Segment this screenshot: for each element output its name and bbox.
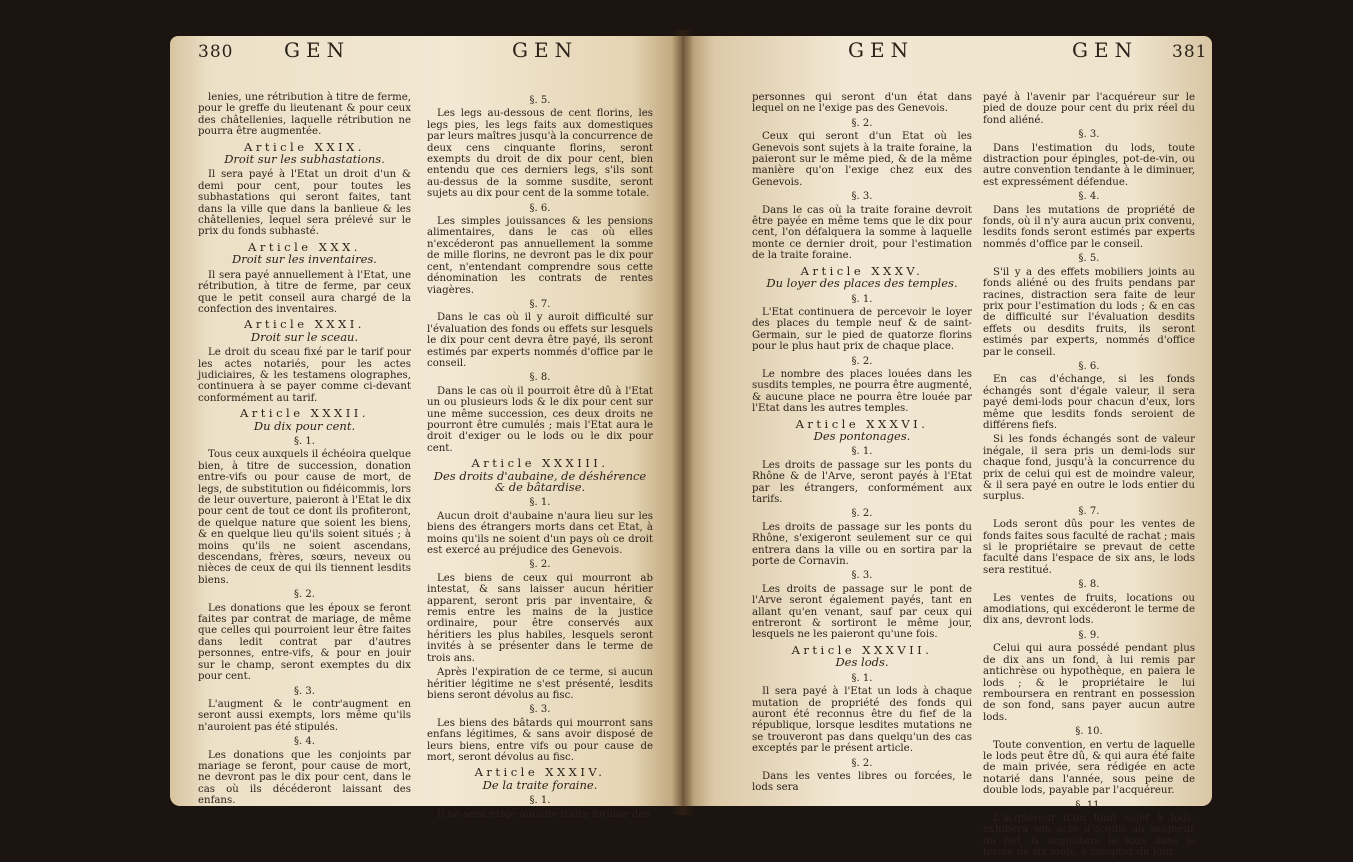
paragraph: Les droits de passage sur les ponts du Rhône & de l'Arve, seront payés à l'Etat par les étrangers, conformément aux tarifs. — [752, 459, 972, 505]
article-heading: Article XXXIII. — [471, 456, 609, 471]
section-number: §. 3. — [851, 570, 873, 582]
section-number: §. 10. — [1075, 726, 1103, 738]
paragraph: personnes qui seront d'un état dans lequel on ne l'exige pas des Genevois. — [752, 92, 972, 115]
right-running-head-2: GEN — [1072, 38, 1139, 62]
article-title: Droit sur le sceau. — [250, 329, 359, 344]
article-title: Des lods. — [835, 655, 889, 670]
right-page-number: 381 — [1172, 42, 1208, 62]
article-title: Des pontonages. — [813, 428, 911, 443]
left-column-2 — [427, 92, 653, 823]
right-column-1 — [752, 92, 972, 797]
article-heading: Article XXXVI. — [795, 416, 929, 431]
paragraph: Si les fonds échangés sont de valeur inégale, il sera pris un demi-lods sur chaque fond, jusqu'à la concurrence du prix de celui qui est de moindre valeur, & il sera payé en outre le lods entier du surplus. — [983, 434, 1195, 503]
section-number: §. 2. — [851, 355, 873, 367]
section-number: §. 2. — [529, 559, 551, 571]
paragraph: Dans le cas où la traite foraine devroit être payée en même tems que le dix pour cent, l'on défalquera la somme à laquelle monte ce dernier droit, pour l'estimation de la traite foraine. — [752, 204, 972, 262]
section-number: §. 2. — [851, 757, 873, 769]
section-number: §. 5. — [529, 95, 551, 106]
section-number: §. 7. — [1078, 505, 1100, 517]
section-number: §. 1. — [851, 672, 873, 684]
paragraph: Lods seront dûs pour les ventes de fonds faites sous faculté de rachat ; mais si le propriétaire se prevaut de cette faculté dans l'espace de six ans, le lods sera restitué. — [983, 519, 1195, 576]
section-number: §. 2. — [851, 508, 873, 520]
paragraph: L'acquéreur d'un fond sujet à lods, exhibera son acte d'acquis au seigneur du fief, & acquittera le lods dans le terme de six mois, à compter du jour — [983, 812, 1195, 859]
section-number: §. 3. — [529, 704, 551, 716]
article-heading: Article XXXVII. — [791, 642, 933, 657]
paragraph: Il sera payé annuellement à l'Etat, une rétribution, à titre de ferme, par ceux que le petit conseil aura chargé de la confection des inventaires. — [198, 269, 411, 315]
paragraph: Les ventes de fruits, locations ou amodiations, qui excéderont le terme de dix ans, devront lods. — [983, 592, 1195, 627]
article-heading: Article XXXV. — [800, 263, 924, 278]
section-number: §. 3. — [1078, 129, 1100, 141]
left-page-number: 380 — [198, 42, 234, 62]
paragraph: Il ne sera exigé aucune traite foraine des — [437, 808, 650, 820]
paragraph: Aucun droit d'aubaine n'aura lieu sur les biens des étrangers morts dans cet Etat, à moins qu'ils ne soient d'un pays où ce droit est exercé au préjudice des Genevois. — [427, 510, 653, 557]
book-gutter — [672, 30, 694, 815]
section-number: §. 4. — [1078, 191, 1100, 203]
paragraph: S'il y a des effets mobiliers joints au fonds aliéné ou des fruits pendans par racines, distraction sera faite de leur prix pour l'estimation du lods ; & en cas de difficulté sur l'évaluation desdits effets ou desdits fruits, ils seront estimés par experts, nommés d'office par le conseil. — [983, 266, 1195, 358]
section-number: §. 9. — [1078, 629, 1100, 641]
paragraph: Tous ceux auxquels il échéoira quelque bien, à titre de succession, donation entre-vifs ou pour cause de mort, de legs, de substitution ou fidéicommis, lors de leur ouverture, paieront à l'Etat le dix pour cent de tout ce dont ils profiteront, de quelque nature que soient les biens, & en quelque lieu qu'ils soient situés ; à moins qu'ils ne soient ascendans, descendans, frères, sœurs, neveux ou nièces de ceux de qui ils tiennent lesdits biens. — [198, 449, 411, 586]
article-title: De la traite foraine. — [482, 777, 598, 792]
paragraph: Dans les ventes libres ou forcées, le lods sera — [752, 770, 972, 794]
left-running-head-2: GEN — [512, 38, 579, 62]
paragraph: Les biens de ceux qui mourront ab intestat, & sans laisser aucun héritier apparent, seront pris par inventaire, & remis entre les mains de la justice ordinaire, pour être conservés aux héritiers les plus habiles, lesquels seront invités à se présenter dans le terme de trois ans. — [427, 572, 653, 664]
section-number: §. 6. — [1078, 360, 1100, 372]
section-number: §. 4. — [294, 736, 315, 748]
section-number: §. 1. — [851, 293, 873, 305]
right-running-head-1: GEN — [848, 38, 915, 62]
section-number: §. 2. — [294, 589, 315, 601]
paragraph: En cas d'échange, si les fonds échangés sont d'égale valeur, il sera payé demi-lods pour chacun d'eux, lors même que lesdits fonds seroient de différens fiefs. — [983, 374, 1195, 431]
section-number: §. 6. — [529, 202, 551, 214]
section-number: §. 7. — [529, 298, 551, 310]
section-number: §. 3. — [294, 685, 315, 697]
paragraph: Les droits de passage sur les ponts du Rhône, s'exigeront seulement sur ce qui entrera dans la ville ou en sortira par la porte de Cornavin. — [752, 521, 972, 568]
paragraph: Le nombre des places louées dans les susdits temples, ne pourra être augmenté, & aucune place ne pourra être louée par l'Etat dans les autres temples. — [752, 368, 972, 415]
paragraph: Les legs au-dessous de cent florins, les legs pies, les legs faits aux domestiques par leurs maîtres jusqu'à la concurrence de deux cens cinquante florins, seront exempts du droit de dix pour cent, bien entendu que ces derniers legs, s'ils sont au-dessus de la somme susdite, seront sujets au dix pour cent de la somme totale. — [427, 108, 653, 200]
article-title: Du dix pour cent. — [253, 418, 356, 433]
section-number: §. 2. — [851, 117, 873, 129]
paragraph: Dans le cas où il y auroit difficulté sur l'évaluation des fonds ou effets sur lesquels le dix pour cent devra être payé, ils seront estimés par experts nommés d'office par le conseil. — [427, 312, 653, 369]
paragraph: Après l'expiration de ce terme, si aucun héritier légitime ne s'est présenté, lesdits biens seront dévolus au fisc. — [427, 667, 653, 701]
paragraph: Le droit du sceau fixé par le tarif pour les actes notariés, pour les actes judiciaires, & les testamens olographes, continuera à se payer comme ci-devant conformément au tarif. — [198, 347, 411, 404]
section-number: §. 8. — [1078, 579, 1100, 591]
paragraph: Dans les mutations de propriété de fonds, où il n'y aura aucun prix convenu, lesdits fonds seront estimés par experts nommés d'office par le conseil. — [983, 204, 1195, 250]
section-number: §. 5. — [1078, 253, 1100, 265]
article-title: Droit sur les subhastations. — [224, 152, 385, 167]
article-heading: Article XXIX. — [244, 139, 365, 154]
article-heading: Article XXXII. — [240, 406, 369, 421]
paragraph: Les donations que les conjoints par mariage se feront, pour cause de mort, ne devront pas le dix pour cent, dans le cas où ils décéderont laissant des enfans. — [198, 749, 411, 807]
article-title: Des droits d'aubaine, de déshérence & de bâtardise. — [433, 468, 647, 494]
right-column-2 — [983, 92, 1195, 862]
section-number: §. 3. — [851, 191, 873, 203]
section-number: §. 8. — [529, 372, 551, 384]
left-running-head-1: GEN — [284, 38, 351, 62]
paragraph: Les simples jouissances & les pensions alimentaires, dans le cas où elles n'excéderont pas annuellement la somme de mille florins, ne devront pas le dix pour cent, n'entendant comprendre sous cette dénomination les contrats de rentes viagères. — [427, 216, 653, 296]
paragraph: Il sera payé à l'Etat un droit d'un & demi pour cent, pour toutes les subhastations qui seront faites, tant dans la ville que dans la banlieue & les châtellenies, lequel sera prélevé sur le prix du fonds subhasté. — [198, 169, 411, 238]
paragraph: Dans l'estimation du lods, toute distraction pour épingles, pot-de-vin, ou autre convention tendante à le diminuer, est expressément défendue. — [983, 142, 1195, 188]
section-number: §. 1. — [529, 497, 551, 509]
article-heading: Article XXXI. — [244, 317, 365, 332]
left-column-1 — [198, 92, 411, 810]
section-number: §. 1. — [529, 795, 551, 807]
paragraph: L'augment & le contr'augment en seront aussi exempts, lors même qu'ils n'auroient pas été stipulés. — [198, 698, 411, 733]
article-heading: Article XXXIV. — [474, 765, 606, 780]
paragraph: Dans le cas où il pourroit être dû à l'Etat un ou plusieurs lods & le dix pour cent sur une même succession, ces deux droits ne pourront être cumulés ; mais l'Etat aura le droit d'exiger ou le lods ou le dix pour cent. — [427, 385, 653, 454]
paragraph: payé à l'avenir par l'acquéreur sur le pied de douze pour cent du prix réel du fond aliéné. — [983, 92, 1195, 126]
paragraph: Les donations que les époux se feront faites par contrat de mariage, de même que celles qui pourroient leur être faites dans ledit contrat par d'autres personnes, entre-vifs, & pour en jouir sur le champ, seront exemptes du dix pour cent. — [198, 602, 411, 683]
paragraph: Les biens des bâtards qui mourront sans enfans légitimes, & sans avoir disposé de leurs biens, entre vifs ou pour cause de mort, seront dévolus au fisc. — [427, 717, 653, 763]
article-title: Du loyer des places des temples. — [766, 276, 958, 291]
section-number: §. 11. — [1075, 799, 1103, 811]
paragraph: Les droits de passage sur le pont de l'Arve seront également payés, tant en allant qu'en venant, sauf par ceux qui entreront & sortiront le même jour, lesquels ne les paieront qu'une fois. — [752, 583, 972, 641]
paragraph: L'Etat continuera de percevoir le loyer des places du temple neuf & de saint-Germain, sur le pied de quatorze florins pour le plus haut prix de chaque place. — [752, 306, 972, 353]
article-title: Droit sur les inventaires. — [232, 252, 377, 267]
section-number: §. 1. — [851, 446, 873, 458]
section-number: §. 1. — [294, 435, 315, 447]
paragraph: Celui qui aura possédé pendant plus de dix ans un fond, à lui remis par antichrèse ou hypothèque, en paiera le lods ; & le propriétaire le lui remboursera en rentrant en possession de son fond, sans payer aucun autre lods. — [983, 643, 1195, 723]
paragraph: Il sera payé à l'Etat un lods à chaque mutation de propriété des fonds qui auront été reconnus être du fief de la république, lorsque lesdites mutations ne se trouveront pas dans quelqu'un des cas exceptés par le présent article. — [752, 686, 972, 755]
paragraph: Ceux qui seront d'un Etat où les Genevois sont sujets à la traite foraine, la paieront sur le même pied, & de la même manière qu'on l'exige chez eux des Genevois. — [752, 131, 972, 188]
paragraph: lenies, une rétribution à titre de ferme, pour le greffe du lieutenant & pour ceux des châtellenies, laquelle rétribution ne pourra être augmentée. — [198, 92, 411, 138]
paragraph: Toute convention, en vertu de laquelle le lods peut être dû, & qui aura été faite de main privée, sera rédigée en acte notarié dans l'année, sous peine de double lods, payable par l'acquéreur. — [983, 739, 1195, 797]
article-heading: Article XXX. — [248, 239, 361, 254]
